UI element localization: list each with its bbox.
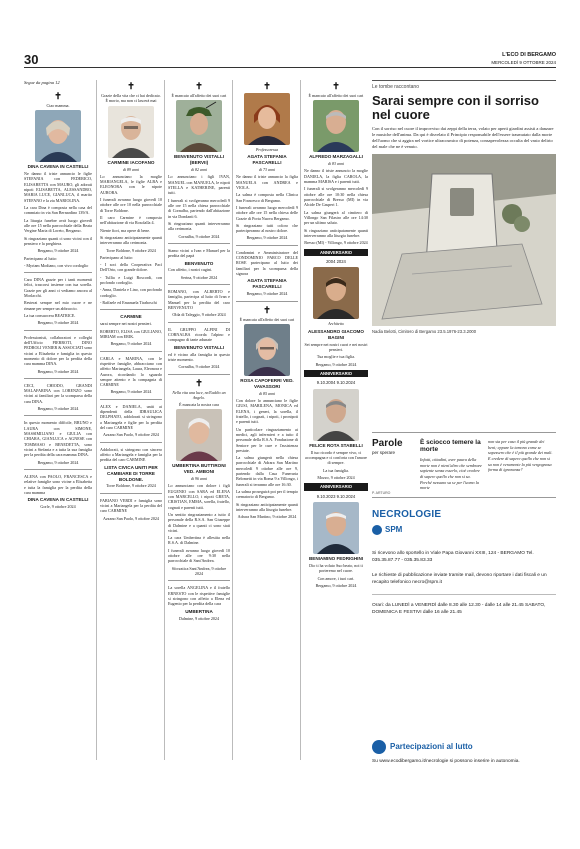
- obit-text: Il caro Carmine è composto nell'abitazione di via Rosolalla 4.: [100, 214, 162, 226]
- obit-text: Cara DINA grazie per i tanti momenti felici, trascorsi insieme con tua sorella. Grazie per gli anni ci vediamo ancora al Morlacchi.: [24, 277, 92, 299]
- deceased-name: DINA CAVENA IN CASTELLI: [27, 164, 89, 170]
- obit-text: Con affetto, i nostri cugini.: [168, 267, 213, 273]
- deceased-name: ALESSANDRO GIACOMO BAGINI: [308, 328, 364, 340]
- necrologie-email-info: Le richieste di pubblicazione inviate tramite mail, devono riportare i dati fiscali e un recapito telefonico necro@spm.it: [372, 572, 547, 585]
- divider: [236, 301, 298, 302]
- obit-place-date: Azzano San Paolo, 9 ottobre 2024: [103, 515, 159, 521]
- divider: [100, 309, 162, 310]
- obit-text: Partecipano al lutto:: [24, 255, 57, 261]
- obit-quote: Nella vita una luce, nell'addio un Angelo.: [172, 389, 226, 400]
- obit-place-date: Torre Boldone, 9 ottobre 2024: [106, 483, 156, 489]
- divider: [168, 243, 230, 244]
- obituary-column-2: [96, 80, 162, 760]
- parole-quote-part-2: non sia per caso il più grande dei beni; eppure la temono come se sapessero che è il più grande dei mali. E credere di sapere quello che non si sa non è veramente la più vergognosa forma di ignoranza?: [488, 439, 553, 473]
- deceased-age: di 85 anni: [258, 390, 276, 396]
- obit-place-date: Bergamo, 9 ottobre 2024: [110, 389, 152, 395]
- obit-text: Si ringraziano quanti interverranno alla cerimonia.: [168, 220, 230, 232]
- obit-text: Si ringraziano anticipatamente quanti interverranno alla liturgia funebre.: [304, 227, 368, 238]
- obit-text: Si ringraziano anticipatamente quanti interverranno alla cerimonia.: [100, 234, 162, 246]
- obituary-column-3: [164, 80, 230, 760]
- obit-place-date: Bergamo, 9 ottobre 2024: [37, 406, 79, 412]
- portrait-photo: [313, 267, 359, 319]
- obit-place-date: Bergamo, 9 ottobre 2024: [315, 583, 357, 589]
- obit-text: Condomini e Amministratore del CONDOMINIO PARCO DELLE ROSE partecipano al lutto dei familiari per la scomparsa della signora: [236, 249, 298, 276]
- obit-text: Siamo vicini a Ivan e Manuel per la perdita del papà: [168, 247, 230, 259]
- obit-text: Un sentito ringraziamento a tutto il personale della R.S.A. San Giuseppe di Dalmine e a quanti ci sono stati vicini.: [168, 511, 230, 533]
- parole-author: P. ARTURO: [372, 491, 391, 495]
- obit-line: Ciao mamma.: [46, 102, 70, 108]
- divider: [236, 245, 298, 246]
- obit-text: I funerali avranno luogo giovedì 10 ottobre alle ore 9:30 nella parrocchiale di Sant'Andrea.: [168, 547, 230, 564]
- obit-place-date: Bergamo, 9 ottobre 2024: [37, 248, 79, 254]
- obit-text: - Raffaele ed Emanuela Tiraboschi: [100, 300, 157, 306]
- parole-quote-part-1: Infatti, cittadini, aver paura della morte non è nient'altro che sembrare sapiente senza esserlo, cioè credere di sapere quello che non si sa. Perché nessuno sa se per l'uomo la morte: [420, 457, 482, 491]
- obit-text: Ne danno il triste annuncio la figlia MANUELA con ANDREA e VIOLA.: [236, 174, 298, 190]
- cross-icon: ✝: [195, 377, 203, 388]
- spm-brand: [372, 525, 556, 535]
- obit-text: ALENA con PAOLO, FRANCESCA e relative famiglie sono vicine a Elisabetta e tutta la famiglia per la perdita della cara mamma: [24, 473, 92, 495]
- cross-icon: ✝: [263, 304, 271, 315]
- divider: [100, 351, 162, 352]
- obit-text: La cara Umbertina è allestita nella R.S.A. di Dalmine.: [168, 535, 230, 546]
- obit-text: Ne danno il triste annuncio la moglie DANIELA, la figlia CAROLA, la mamma MARISA e i parenti tutti.: [304, 168, 368, 185]
- spm-brand-name: SPM: [385, 525, 403, 534]
- mouse-pointer-icon: [372, 740, 386, 754]
- partecipazioni-text[interactable]: Su www.ecodibergamo.it/necrologie si possono inserire in autonomia.: [372, 759, 520, 764]
- deceased-age: di 73 anni: [258, 167, 276, 173]
- obit-text: La sorella ANGELINA e il fratello ERNESTO con le rispettive famiglie si stringono con affetto a Elena ed Eugenio per la perdita della cara: [168, 585, 230, 607]
- obit-text: ALEX e DANIELA, uniti ai dipendenti della IDRAULICA DELPHATO, addolorati si stringono a Mariangela e figlie per la perdita del caro CARMINE: [100, 403, 162, 430]
- divider: [168, 374, 230, 375]
- deceased-name: FELICE ROTA STABELLI: [309, 442, 363, 448]
- obit-place-date: Bergamo, 9 ottobre 2024: [246, 235, 288, 241]
- feature-story: [372, 80, 556, 335]
- obit-place-date: Bergamo, 9 ottobre 2024: [37, 320, 79, 326]
- parole-per-sperare: [372, 432, 556, 498]
- obit-text: La salma è composta nella Clinica San Francesco di Bergamo.: [236, 192, 298, 203]
- deceased-age: di 83 anni: [327, 161, 345, 167]
- obit-text: Si ringraziano anticipatamente quanti interverranno alla liturgia funebre.: [236, 501, 298, 512]
- cross-icon: ✝: [54, 90, 62, 101]
- obit-place-date: Adrara San Martino, 9 ottobre 2024: [237, 514, 297, 520]
- portrait-photo: [313, 100, 359, 152]
- obit-text: IL GRUPPO ALPINI DI CORNALBA ricorda l'alpino e compagno di tante adunate: [168, 326, 230, 343]
- cross-icon: ✝: [332, 81, 340, 91]
- divider: [100, 493, 162, 494]
- deceased-age: di 89 anni: [122, 166, 140, 172]
- obit-place-date: Azzano San Paolo, 9 ottobre 2024: [103, 432, 159, 438]
- obit-text: CARLA e MARINA, con le rispettive famiglie, abbracciano con affetto Mariangela, Laura, Eleonora e Aurora, ricordando lo sguardo sempre attento e la compagnia di CARMINE: [100, 355, 162, 388]
- obit-text: La salma giungerà nella chiesa parrocchiale di Adrara San Martino mercoledì 9 ottobre alle ore 9, partendo dalla Casa Funeraria Belometti in via Roma 9 a Villongo, i funerali si terranno alle ore 16:30.: [236, 455, 298, 487]
- necrologie-address: Si ricevono allo sportello in Viale Papa Giovanni XXIII, 124 - BERGAMO Tel. 035.35.87.77 - 035.35.83.33: [372, 551, 534, 564]
- divider: [24, 378, 92, 379]
- deceased-title: Professoressa: [255, 147, 279, 152]
- obit-text: Lo annunciano i figli IVAN, MANUEL con MANUELA, le nipoti STELLA e KATHERINE, parenti tutti.: [168, 174, 230, 196]
- deceased-name: CARMINE: [120, 314, 142, 320]
- obit-text: Il tuo ricordo è sempre vivo, ci accompagna e ci conforta con l'amore di sempre.: [305, 449, 367, 466]
- page-number: 30: [24, 52, 39, 67]
- obit-text: Si ringraziano quanti ci sono vicini con il pensiero e la preghiera.: [24, 235, 92, 246]
- obit-intro: È mancata la nostra cara: [178, 401, 219, 407]
- obit-text: Professionisti, collaboratori e colleghi dell'Ufficio PIERROTI, DINO PEDROLI VENIER & ASSOCIATI sono vicini a Elisabetta e famiglia in questo momento di dolore per la perdita della cara mamma DINA.: [24, 334, 92, 367]
- obit-text: Tua moglie e tua figlia.: [316, 354, 356, 360]
- divider: [100, 399, 162, 400]
- partecipazioni-lutto: [372, 740, 556, 766]
- portrait-photo: [244, 93, 290, 145]
- spm-logo-icon: [372, 525, 382, 535]
- deceased-age: di 96 anni: [190, 476, 208, 482]
- obit-text: Addolorati, si stringono con sincero affetto a Mariangela e famiglia per la perdita del caro CARMINE: [100, 446, 162, 463]
- obit-text: Dio ti ha voluto Suo beato, noi ti porteremo nel cuore.: [309, 563, 363, 574]
- obit-text: FABIANO VERDI e famiglia sono vicini a Mariangela per la perdita del caro CARMINE: [100, 497, 162, 514]
- deceased-name: BENVENUTO VISTALLI: [173, 344, 225, 350]
- obit-place-date: Mozzo, 9 ottobre 2024: [317, 474, 355, 480]
- obit-text: ed è vicino alla famiglia in questo triste momento.: [168, 351, 230, 362]
- obit-place-date: Serina, 9 ottobre 2024: [180, 274, 218, 280]
- story-kicker: Le tombe raccontano: [372, 80, 556, 91]
- deceased-name: BENVENUTO: [184, 260, 214, 266]
- obit-place-date: Gorle, 9 ottobre 2024: [40, 504, 76, 510]
- anniversary-badge: ANNIVERSARIO: [304, 249, 368, 256]
- obit-intro: È mancata all'affetto dei suoi cari: [239, 316, 295, 322]
- obit-text: Resterai sempre nel mio cuore e ne rimane per sempre un abbraccio.: [24, 300, 92, 311]
- obit-text: La cara Dina è composta nella casa del commiato in via San Bernardino 139/A.: [24, 205, 92, 216]
- obit-place-date: Olda di Taleggio, 9 ottobre 2024: [172, 312, 226, 318]
- divider: [168, 284, 230, 285]
- deceased-name: AGATA STEFANIA PASCARELLI: [247, 154, 287, 166]
- divider: [24, 469, 92, 470]
- obit-place-date: Torre Boldone, 9 ottobre 2024: [106, 247, 156, 253]
- divider: [24, 415, 92, 416]
- obit-text: I funerali avranno luogo mercoledì 9 ottobre alle ore 15 nella chiesa delle Grazie di Porta Nuova Bergamo.: [236, 204, 298, 221]
- obituary-column-4: [232, 80, 298, 760]
- story-title: Sarai sempre con il sorriso nel cuore: [372, 92, 539, 122]
- obit-text: - I soci della Cooperativa Pacì Dell'Orto, con grande dolore.: [100, 262, 162, 273]
- portrait-photo: [313, 502, 359, 554]
- obit-text: Lo annunciano con dolore i figli EUGENIO con SARA ed ELENA con MARCELLO, i nipoti GRETA, CRISTIAN, EMMA, sorella, fratello, cognati e parenti tutti.: [168, 483, 230, 510]
- obit-text: Lo annunciano la moglie MARIANGELA, le figlie ALBA e ELEONORA con le nipote AURORA.: [100, 173, 162, 195]
- obit-text: La salma proseguirà poi per il tempio crematorio di Bergamo.: [236, 489, 298, 500]
- deceased-title: Architetto: [328, 321, 344, 327]
- gravestone-photo: [372, 154, 556, 326]
- divider: [24, 330, 92, 331]
- portrait-photo: [108, 106, 154, 158]
- paper-name: L'ECO DI BERGAMO: [502, 52, 556, 58]
- anniversary-years: 9.10.2023 9.10.2024: [316, 493, 356, 499]
- photo-caption: Nadia Belotti, Cimitero di Bergamo 23.5.1976-23.3.2000: [372, 329, 477, 335]
- partecipazioni-header: [372, 740, 556, 754]
- obit-text: - Anna, Daniela e Lino, con profondo cordoglio.: [100, 287, 162, 298]
- deceased-name: DINA CAVENA IN CASTELLI: [27, 497, 89, 503]
- deceased-name: UMBERTINA BUTTIRONI VED. AMBONI: [172, 463, 226, 475]
- obit-place-date: Dalmine, 9 ottobre 2024: [178, 615, 220, 621]
- cross-icon: ✝: [127, 81, 135, 91]
- necrologie-title: NECROLOGIE: [372, 509, 442, 520]
- obit-place-date: Bresso (MI) - Villongo, 9 ottobre 2024: [304, 240, 368, 246]
- obit-place-date: Cornalba, 9 ottobre 2024: [178, 233, 220, 239]
- obituary-column-1: [24, 80, 92, 760]
- obit-text: In questo momento difficile, BRUNO e LAURA con SIMONE, MASSIMILIANO e GIULIA con CHIARA, GIANLUCA e AGNESE con TOMMASO e BENEDETTA, sono vicini a Stefania e a tutta la sua famiglia per la perdita della cara mamma DINA.: [24, 420, 92, 458]
- portrait-photo: [176, 100, 222, 152]
- obit-text: La tua famiglia.: [322, 467, 350, 473]
- necrologie-hours: Orari: da LUNEDÌ a VENERDÌ dalle 8.30 alle 12.30 - dalle 14 alle 21.45 SABATO, DOMENICA E FESTIVI dalle 16 alle 21.45: [372, 594, 556, 616]
- obit-place-date: Sforzatica Sant'Andrea, 9 ottobre 2024: [171, 565, 227, 576]
- story-body: Con il sorriso nel cuore il improvviso dai zeppi della terra, volato per aperti giardini assisti a danzare le musiche dell'anima. Da qui è disvelato il Principio responsabile dell'essere trasmutato dalla morte dell'uomo che si aggira nel vortice ultracosmico di potenza, consapevolezza occulta del vasto delirio del male che ne è venuto.: [372, 126, 554, 150]
- obit-text: ROBERTO, ELISA con GIULIANO, MIRIAM con ERIK.: [100, 328, 162, 339]
- obit-place-date: Bergamo, 9 ottobre 2024: [246, 291, 288, 297]
- obit-intro: È mancato all'affetto dei suoi cari: [308, 93, 364, 98]
- paper-date: MERCOLEDÌ 9 OTTOBRE 2024: [491, 60, 556, 65]
- anniversary-badge: ANNIVERSARIO: [304, 370, 368, 377]
- page-header: [24, 52, 556, 68]
- obit-text: I funerali si svolgeranno mercoledì 9 alle ore 15 nella chiesa parrocchiale di Cornalba, partendo dall'abitazione in via Dondanti 6.: [168, 197, 230, 219]
- deceased-name: UMBERTINA: [185, 608, 213, 614]
- deceased-name: ROSA CAPOFERRI VED. VAVASSORI: [240, 377, 294, 389]
- portrait-photo: [35, 110, 81, 162]
- obit-text: sarai sempre nei nostri pensieri.: [100, 321, 152, 327]
- obit-text: Partecipano al lutto:: [100, 254, 133, 260]
- obit-text: ROMANO, con ALBERTO e famiglia, partecipa al lutto di Ivan e Manuel per la perdita del caro BENVENUTO: [168, 289, 230, 311]
- anniversary-years: 2004 2024: [326, 258, 346, 264]
- obit-text: CECI, CHIODO, GRANDI MALAFARINA con LORENZO sono vicini ai familiari per la scomparsa della cara DINA.: [24, 382, 92, 404]
- obit-text: - Tullia e Luigi Boscordi, con profondo cordoglio.: [100, 274, 162, 286]
- anniversary-badge: ANNIVERSARIO: [304, 483, 368, 490]
- continued-from: Segue da pagina 12: [24, 80, 60, 85]
- obituary-column-5: [300, 80, 368, 760]
- cross-icon: ✝: [263, 81, 271, 91]
- deceased-name: CARMINE IACOFANO: [107, 159, 155, 165]
- divider: [100, 442, 162, 443]
- parole-subheading: per sperare: [372, 450, 396, 455]
- deceased-age: di 82 anni: [190, 167, 208, 173]
- obit-place-date: Bergamo, 9 ottobre 2024: [37, 459, 79, 465]
- parole-heading: Parole: [372, 438, 403, 449]
- obit-text: I funerali avranno luogo giovedì 10 ottobre alle ore 10 nella parrocchiale di Torre Boldone.: [100, 197, 162, 213]
- obit-place-date: Bergamo, 9 ottobre 2024: [315, 361, 357, 367]
- divider: [168, 580, 230, 581]
- obit-text: La liturgia funebre avrà luogo giovedì alle ore 15 nella parrocchiale della Beata Vergine Maria di Loreto, Bergamo.: [24, 217, 92, 234]
- deceased-name: AGATA STEFANIA PASCARELLI: [247, 278, 287, 290]
- obit-text: I funerali si svolgeranno mercoledì 9 ottobre alle ore 10:30 nella chiesa parrocchiale di Bresso (MI) in via Alcide De Gasperi 1.: [304, 186, 368, 208]
- necrologie-info: [372, 508, 556, 617]
- parole-quote-title: È sciocco temere la morte: [420, 439, 481, 454]
- obit-text: Ne danno il triste annuncio le figlie STEFANIA con FEDERICO, ELISABETTA con MAURO, gli adorati nipoti ELISABETTA, ALESSANDRO, MARIA LUCE, GIANLUCA, il marito STEFANO e la zia MARIOLINA.: [24, 171, 92, 203]
- anniversary-years: 9.10.2004 9.10.2024: [316, 380, 356, 386]
- obit-intro: Grazie della vita che ci hai dedicato. È morto, ma non ci lascerà mai: [101, 93, 161, 104]
- obit-place-date: Cornalba, 9 ottobre 2024: [178, 364, 220, 370]
- obit-text: Un particolare ringraziamento ai medici, agli infermieri e a tutto il personale della R.S.A. Fondazione di Seniore per le cure e l'assistenza prestate.: [236, 426, 298, 453]
- obit-text: Con amore, i tuoi cari.: [317, 575, 355, 581]
- deceased-name: BENVENUTO VISTALLI (BERVII): [173, 154, 225, 166]
- partecipazioni-title: Partecipazioni al lutto: [390, 742, 473, 751]
- portrait-photo: [244, 324, 290, 376]
- deceased-name: ALFREDO MARZAGALLI: [309, 154, 363, 160]
- sender-name: LISTA CIVICA UNITI PER CAMBIARE DI TORRE BOLDONE.: [104, 464, 158, 482]
- obit-intro: È mancato all'affetto dei suoi cari: [171, 93, 227, 98]
- obit-text: Niente fiori, ma opere di bene.: [100, 227, 151, 233]
- deceased-name: BENIAMINO FEDRIGHINI: [308, 556, 364, 562]
- obit-place-date: Bergamo, 9 ottobre 2024: [110, 341, 152, 347]
- obit-text: La salma giungerà al cimitero di Villongo San Filastro alle ore 14:30 per un ultimo saluto.: [304, 209, 368, 226]
- obit-text: Con dolore lo annunciano le figlie GIUSI, MARILENA, MONICA ed ELENA, i generi, la sorella, il fratello, i cognati, i nipoti, i pronipoti e parenti tutti.: [236, 398, 298, 425]
- divider: [24, 272, 92, 273]
- obit-text: Si ringraziano tutti coloro che parteciperanno al nostro dolore.: [236, 222, 298, 234]
- cross-icon: ✝: [195, 81, 203, 91]
- portrait-photo: [313, 389, 359, 441]
- portrait-photo: [176, 409, 222, 461]
- obit-text: - Myriam Modiano, con vivo cordoglio: [24, 262, 89, 268]
- obit-text: La tua consuocera BEATRICE.: [24, 313, 76, 318]
- obit-text: Sei sempre nei nostri cuori e nei nostri pensieri.: [304, 341, 368, 352]
- obit-place-date: Bergamo, 9 ottobre 2024: [37, 368, 79, 374]
- divider: [168, 322, 230, 323]
